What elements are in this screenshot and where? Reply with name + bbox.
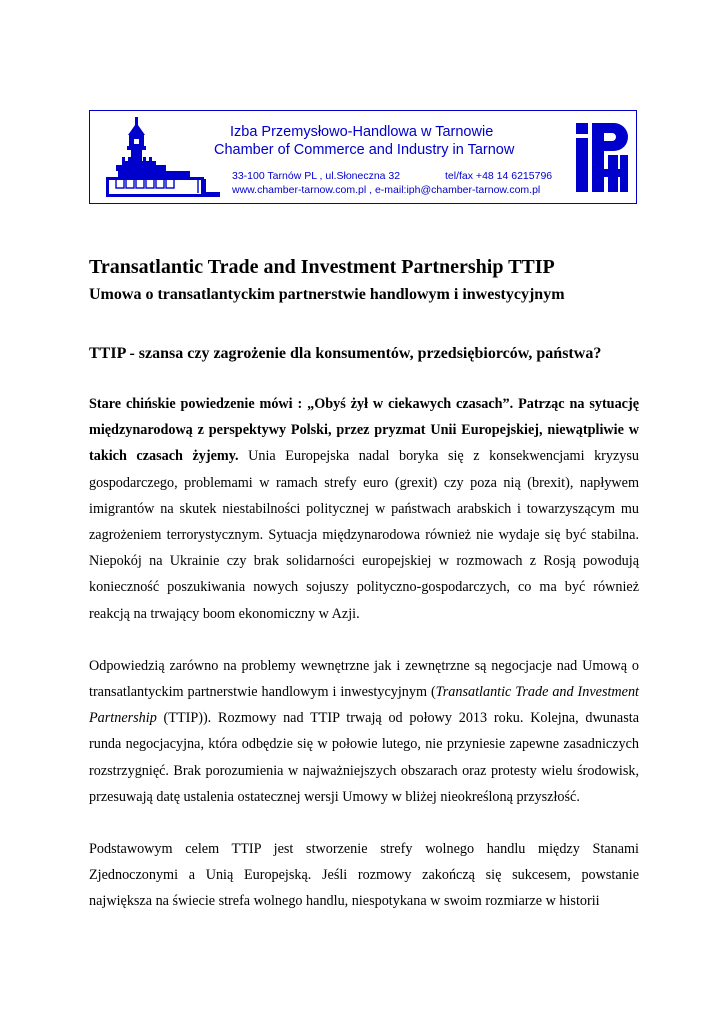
document-question-heading: TTIP - szansa czy zagrożenie dla konsumentów, przedsiębiorców, państwa? — [89, 345, 602, 362]
paragraph-2-text-b: (TTIP)). Rozmowy nad TTIP trwają od połowy 2013 roku. Kolejna, dwunasta runda negocjacyjna, która odbędzie się w połowie lutego, nie przyniesie zapewne zasadniczych rozstrzygnięć. Brak porozumienia w najważniejszych obszarach oraz protesty wielu środowisk, przesuwają datę ustalenia ostatecznej wersji Umowy w bliżej nieokreśloną przyszłość. — [89, 710, 639, 805]
document-subtitle: Umowa o transatlantyckim partnerstwie handlowym i inwestycyjnym — [89, 286, 565, 303]
chamber-address: 33-100 Tarnów PL , ul.Słoneczna 32 — [232, 170, 401, 182]
document-body — [89, 252, 639, 915]
paragraph-3: Podstawowym celem TTIP jest stworzenie strefy wolnego handlu między Stanami Zjednoczonymi a Unią Europejską. Jeśli rozmowy zakończą się sukcesem, powstanie największa na świecie strefa wolnego handlu, niespotykana w swoim rozmiarze w historii — [89, 841, 639, 910]
chamber-telfax: tel/fax +48 14 6215796 — [445, 170, 553, 182]
paragraph-1 — [89, 391, 639, 627]
iph-logo — [574, 121, 630, 195]
chamber-name-english: Chamber of Commerce and Industry in Tarnow — [214, 142, 515, 158]
chamber-web-email: www.chamber-tarnow.com.pl , e-mail:iph@chamber-tarnow.com.pl — [232, 184, 541, 196]
paragraph-2 — [89, 653, 639, 810]
paragraph-2-italic: Transatlantic Trade and Investment Partnership — [89, 684, 639, 727]
town-hall-logo — [98, 115, 220, 201]
paragraph-2-text-a: Odpowiedzią zarówno na problemy wewnętrzne jak i zewnętrzne są negocjacje nad Umową o transatlantyckim partnerstwie handlowym i inwestycyjnym ( — [89, 657, 639, 701]
paragraph-1-bold-lead: Stare chińskie powiedzenie mówi : „Obyś żył w ciekawych czasach”. Patrząc na sytuację międzynarodową z perspektywy Polski, przez pryzmat Unii Europejskiej, niewątpliwie w takich czasach żyjemy. — [89, 396, 639, 465]
document-title: Transatlantic Trade and Investment Partnership TTIP — [89, 256, 555, 278]
chamber-name-polish: Izba Przemysłowo-Handlowa w Tarnowie — [230, 124, 494, 140]
letterhead — [89, 110, 637, 204]
paragraph-1-text: Unia Europejska nadal boryka się z konsekwencjami kryzysu gospodarczego, problemami w ramach strefy euro (grexit) czy poza nią (brexit), napływem imigrantów na skutek niestabilności politycznej w państwach arabskich i towarzyszącym mu zagrożeniem terrorystycznym. Sytuacja międzynarodowa również nie wydaje się być stabilna. Niepokój na Ukrainie czy brak solidarności europejskiej w rozmowach z Rosją powodują konieczność poszukiwania nowych sojuszy polityczno-gospodarczych, co ma być również reakcją na trwający boom ekonomiczny w Azji. — [89, 448, 640, 622]
